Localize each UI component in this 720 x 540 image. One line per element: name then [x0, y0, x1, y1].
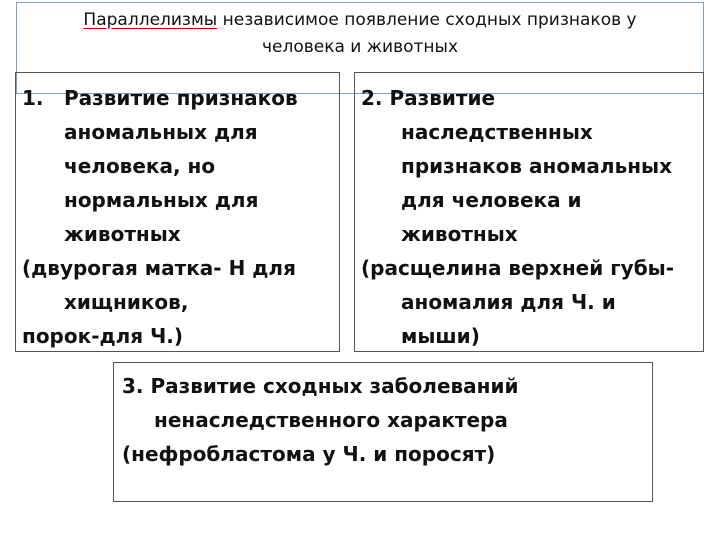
left-line-1-text: Развитие признаков [64, 86, 298, 110]
title-line-1 [17, 7, 703, 34]
right-line-1: 2. Развитие [361, 86, 496, 110]
left-line-6: (двурогая матка- Н для [22, 256, 296, 280]
panel-bottom [113, 362, 653, 502]
left-line-1 [22, 81, 339, 115]
right-line-7: аномалия для Ч. и [401, 290, 616, 314]
panel-left [15, 72, 340, 352]
left-line-3: человека, но [64, 154, 216, 178]
title-term: Параллелизмы [83, 10, 218, 30]
left-number: 1. [22, 86, 44, 110]
right-line-8: мыши) [401, 324, 480, 348]
left-line-2: аномальных для [64, 120, 258, 144]
title-line-2: человека и животных [261, 37, 459, 57]
left-line-7: хищников, [64, 290, 189, 314]
right-line-5: животных [401, 222, 518, 246]
bottom-line-3: (нефробластома у Ч. и поросят) [122, 442, 496, 466]
right-line-6: (расщелина верхней губы- [361, 256, 675, 280]
right-line-3: признаков аномальных [401, 154, 673, 178]
bottom-line-2: ненаследственного характера [154, 408, 508, 432]
left-line-8: порок-для Ч.) [22, 324, 183, 348]
title-definition: независимое появление сходных признаков у [217, 10, 637, 30]
left-line-4: нормальных для [64, 188, 259, 212]
left-line-5: животных [64, 222, 181, 246]
right-line-2: наследственных [401, 120, 593, 144]
right-line-4: для человека и [401, 188, 582, 212]
bottom-line-1: 3. Развитие сходных заболеваний [122, 374, 519, 398]
panel-right [354, 72, 704, 352]
